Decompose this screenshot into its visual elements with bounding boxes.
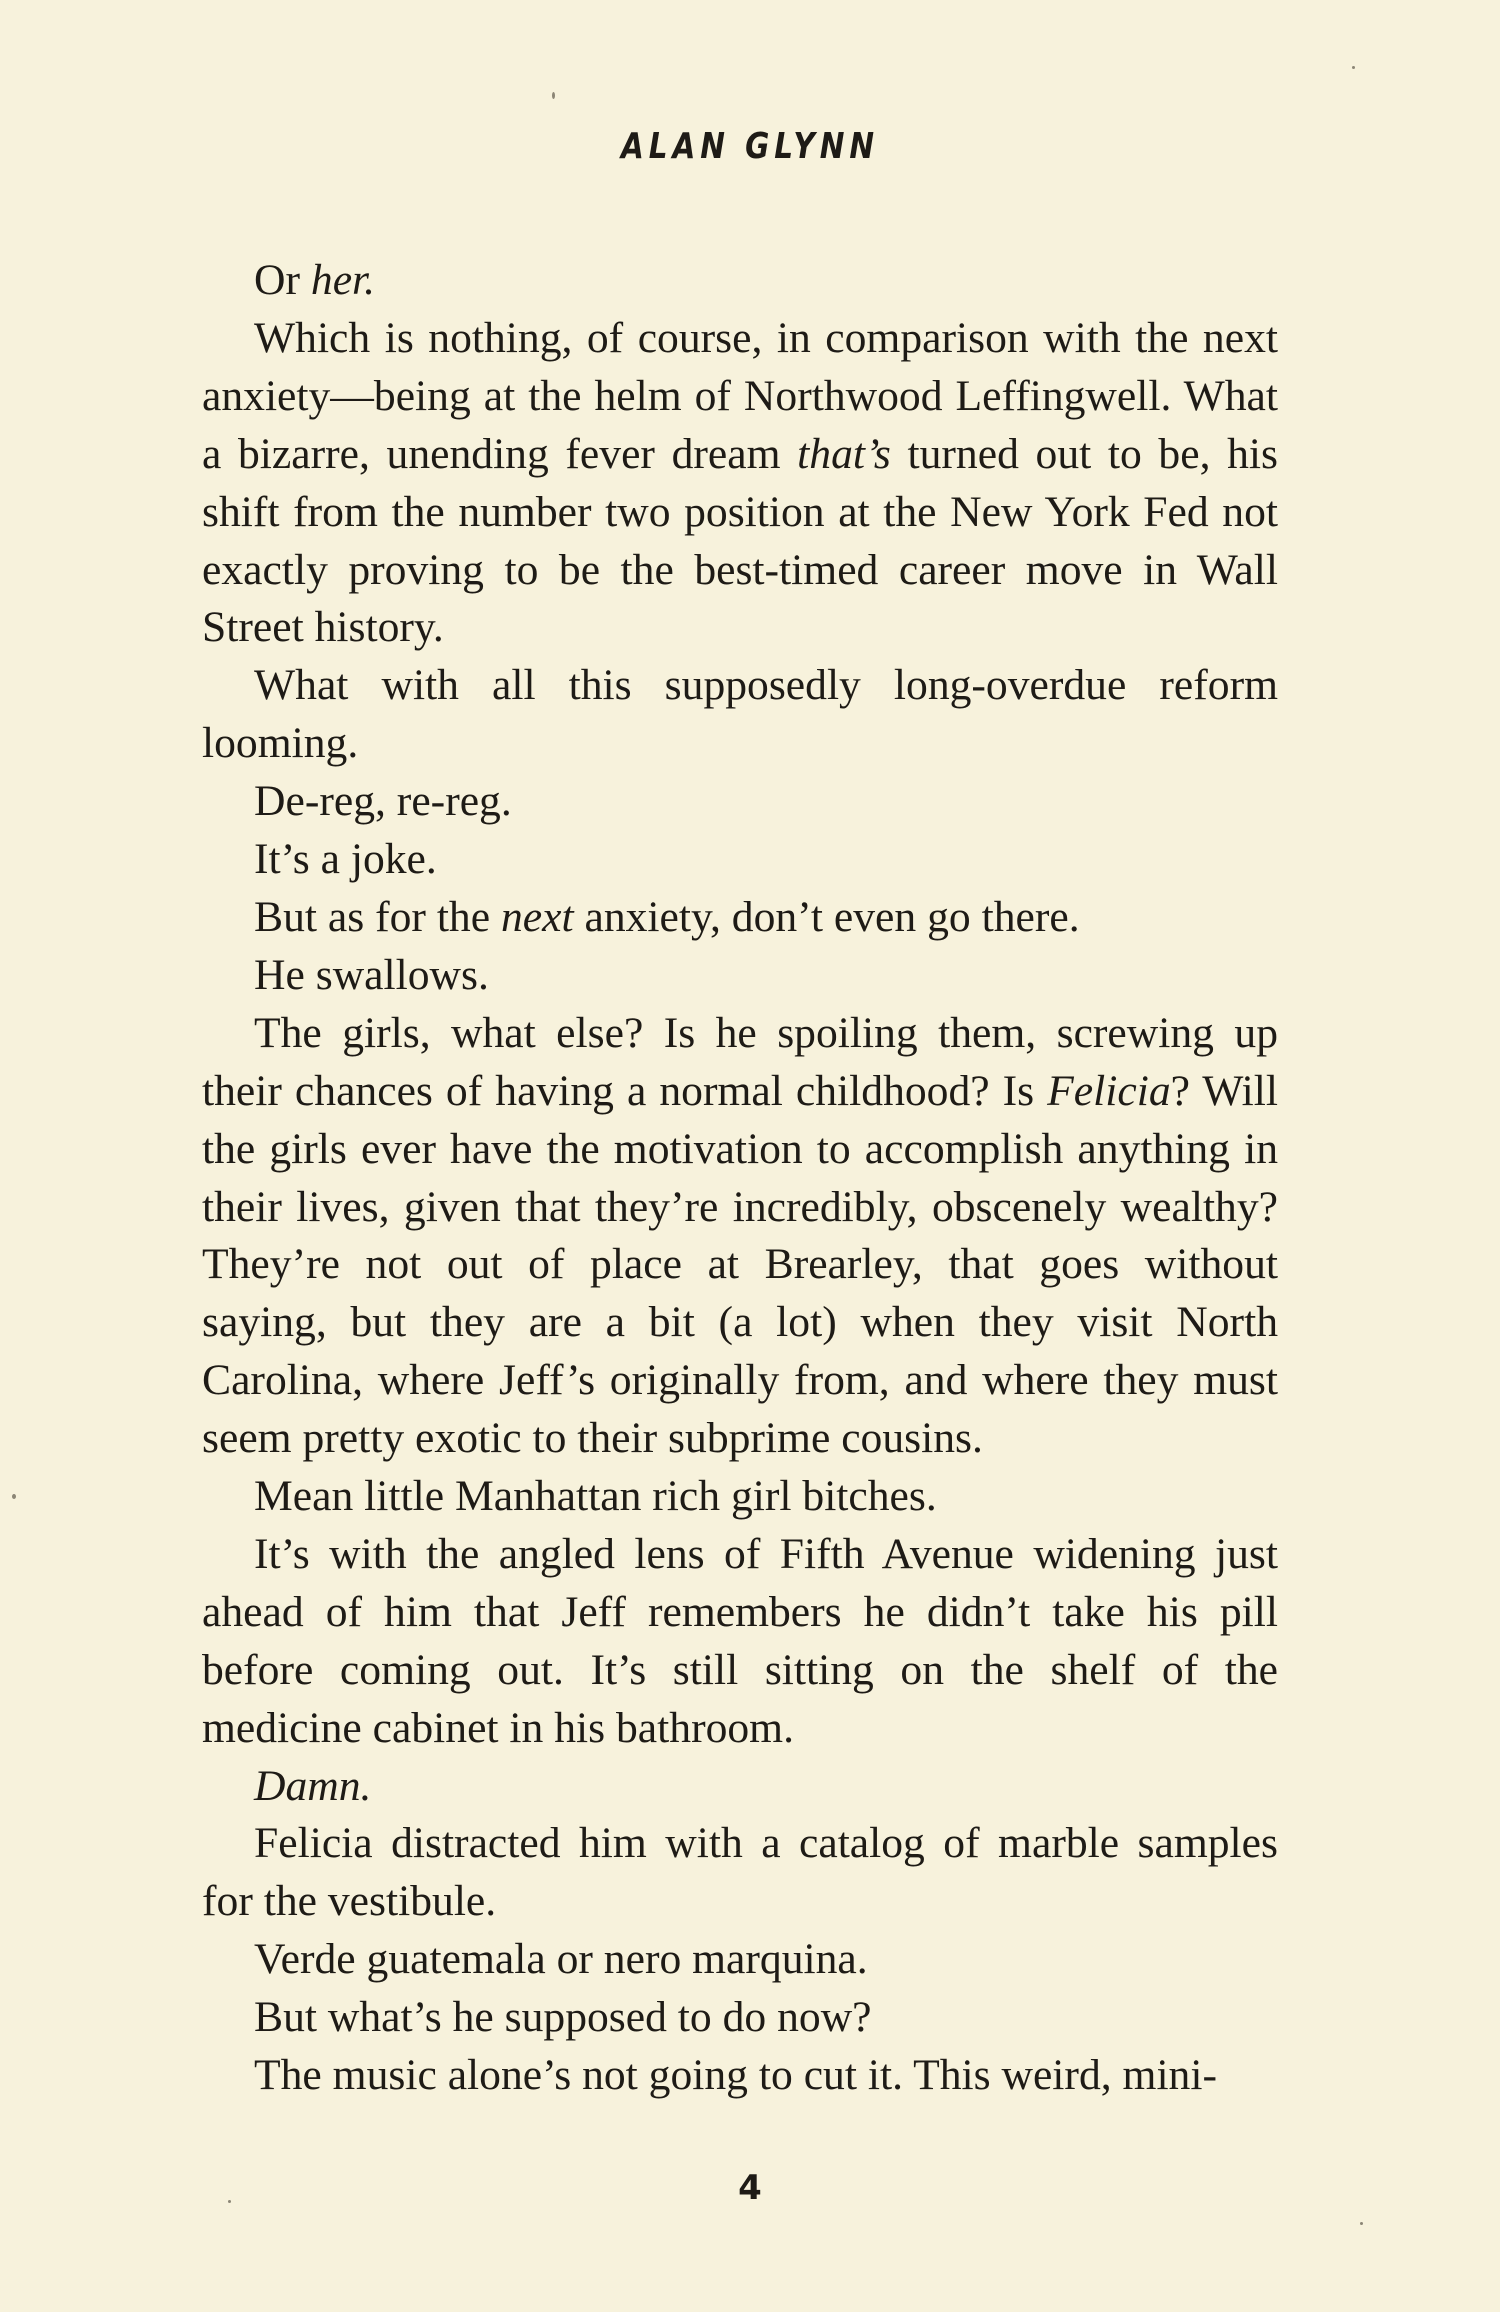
- paragraph: He swallows.: [254, 950, 489, 999]
- page-number: 4: [738, 2168, 762, 2208]
- paragraph: Mean little Manhattan rich girl bitches.: [254, 1472, 937, 1521]
- paper-speck: [12, 1494, 16, 1499]
- paragraph: It’s with the angled lens of Fifth Avenue widening just ahead of him that Jeff remembers he didn’t take his pill before coming out. It’s still sitting on the shelf of the medicine cabinet in his bathroom.: [202, 1529, 1278, 1752]
- italic-emphasis: her.: [310, 256, 376, 304]
- running-head: ALAN GLYNN: [621, 126, 879, 167]
- paper-speck: [1360, 2222, 1363, 2225]
- body-text: [202, 252, 1278, 2105]
- italic-emphasis: Felicia: [1047, 1066, 1171, 1115]
- paper-speck: [228, 2200, 231, 2203]
- paragraph: But as for the next anxiety, don’t even go there.: [254, 892, 1080, 941]
- paragraph: Which is nothing, of course, in comparison with the next anxiety—being at the helm of Northwood Leffingwell. What a bizarre, unending fever dream that’s turned out to be, his shift from the number two position at the New York Fed not exactly proving to be the best-timed career move in Wall Street history.: [202, 313, 1278, 652]
- paper-speck: [1352, 66, 1355, 69]
- italic-emphasis: next: [500, 892, 574, 941]
- paragraph: [202, 1758, 1278, 1816]
- paragraph: It’s a joke.: [254, 835, 437, 884]
- italic-emphasis: that’s: [797, 429, 891, 478]
- paragraph: De-reg, re-reg.: [254, 777, 512, 826]
- paragraph: Felicia distracted him with a catalog of marble samples for the vestibule.: [202, 1819, 1278, 1926]
- paragraph: What with all this supposedly long-overdue reform looming.: [202, 661, 1278, 768]
- paper-speck: [552, 92, 555, 99]
- italic-emphasis: Damn.: [254, 1761, 372, 1810]
- paragraph: Or her.: [254, 256, 376, 304]
- paragraph: The girls, what else? Is he spoiling them, screwing up their chances of having a normal childhood? Is Felicia? Will the girls ever have the motivation to accomplish anything in their lives, given that they’re incredibly, obscenely wealthy? They’re not out of place at Brearley, that goes without saying, but they are a bit (a lot) when they visit North Carolina, where Jeff’s originally from, and where they must seem pretty exotic to their subprime cousins.: [202, 1008, 1278, 1463]
- paragraph: Verde guatemala or nero marquina.: [254, 1935, 868, 1984]
- paragraph: But what’s he supposed to do now?: [254, 1993, 872, 2042]
- paragraph: The music alone’s not going to cut it. This weird, mini-: [254, 2051, 1217, 2100]
